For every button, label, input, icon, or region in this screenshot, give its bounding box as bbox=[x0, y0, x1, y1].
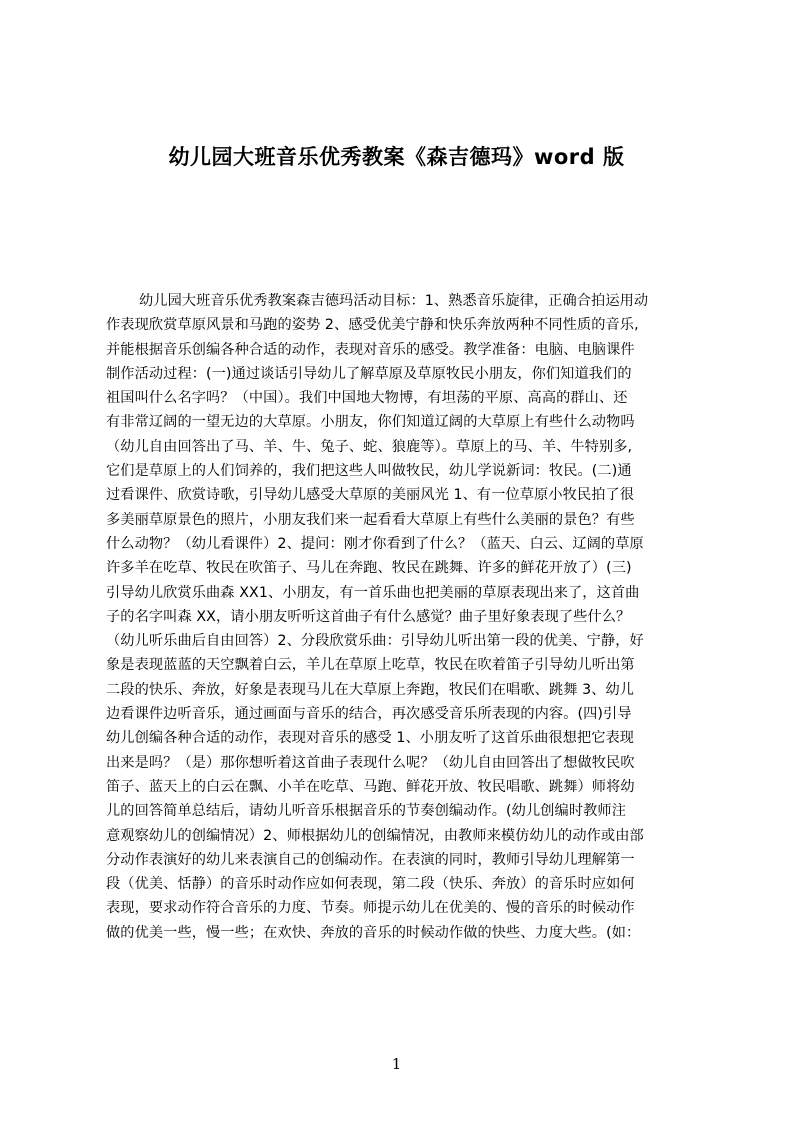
body-line: 过看课件、欣赏诗歌，引导幼儿感受大草原的美丽风光 1、有一位草原小牧民拍了很 bbox=[106, 487, 635, 504]
body-line: 幼儿园大班音乐优秀教案森吉德玛活动目标：1、熟悉音乐旋律，正确合拍运用动 bbox=[139, 293, 649, 309]
body-line: 象是表现蓝蓝的天空飘着白云，羊儿在草原上吃草，牧民在吹着笛子引导幼儿听出第 bbox=[106, 657, 635, 674]
body-line: 有非常辽阔的一望无边的大草原。小朋友，你们知道辽阔的大草原上有些什么动物吗 bbox=[106, 414, 635, 431]
body-line: 子的名字叫森 XX，请小朋友听听这首曲子有什么感觉？曲子里好象表现了些什么？ bbox=[106, 608, 631, 625]
body-line: （幼儿听乐曲后自由回答）2、分段欣赏乐曲：引导幼儿听出第一段的优美、宁静，好 bbox=[106, 633, 644, 650]
document-body bbox=[106, 289, 696, 945]
body-line: 边看课件边听音乐，通过画面与音乐的结合，再次感受音乐所表现的内容。(四)引导 bbox=[106, 706, 632, 723]
body-line: 表现，要求动作符合音乐的力度、节奏。师提示幼儿在优美的、慢的音乐的时候动作 bbox=[106, 900, 635, 917]
body-line: 儿的回答简单总结后，请幼儿听音乐根据音乐的节奏创编动作。(幼儿创编时教师注 bbox=[106, 803, 626, 820]
document-title: 幼儿园大班音乐优秀教案《森吉德玛》word 版 bbox=[168, 145, 625, 169]
body-line: 它们是草原上的人们饲养的，我们把这些人叫做牧民，幼儿学说新词：牧民。(二)通 bbox=[106, 463, 632, 480]
body-line: 做的优美一些，慢一些；在欢快、奔放的音乐的时候动作做的快些、力度大些。(如： bbox=[106, 924, 641, 941]
body-line: 什么动物？（幼儿看课件）2、提问：刚才你看到了什么？（蓝天、白云、辽阔的草原 bbox=[106, 535, 644, 552]
body-line: （幼儿自由回答出了马、羊、牛、兔子、蛇、狼鹿等）。草原上的马、羊、牛特别多, bbox=[106, 438, 633, 455]
body-line: 祖国叫什么名字吗？（中国）。我们中国地大物博，有坦荡的平原、高高的群山、还 bbox=[106, 390, 628, 407]
body-line: 二段的快乐、奔放，好象是表现马儿在大草原上奔跑，牧民们在唱歌、跳舞 3、幼儿 bbox=[106, 681, 635, 698]
body-line: 幼儿创编各种合适的动作，表现对音乐的感受 1、小朋友听了这首乐曲很想把它表现 bbox=[106, 730, 635, 747]
body-line: 意观察幼儿的创编情况）2、师根据幼儿的创编情况，由教师来模仿幼儿的动作或由部 bbox=[106, 827, 644, 844]
page-number: 1 bbox=[391, 1055, 402, 1073]
body-line: 分动作表演好的幼儿来表演自己的创编动作。在表演的同时，教师引导幼儿理解第一 bbox=[106, 851, 635, 868]
body-line: 制作活动过程：(一)通过谈话引导幼儿了解草原及草原牧民小朋友，你们知道我们的 bbox=[106, 365, 632, 382]
body-line: 许多羊在吃草、牧民在吹笛子、马儿在奔跑、牧民在跳舞、许多的鲜花开放了）(三) bbox=[106, 560, 632, 577]
body-line: 多美丽草原景色的照片，小朋友我们来一起看看大草原上有些什么美丽的景色？有些 bbox=[106, 511, 635, 528]
body-line: 段（优美、恬静）的音乐时动作应如何表现，第二段（快乐、奔放）的音乐时应如何 bbox=[106, 876, 635, 893]
body-line: 作表现欣赏草原风景和马跑的姿势 2、感受优美宁静和快乐奔放两种不同性质的音乐, bbox=[106, 317, 639, 334]
body-line: 并能根据音乐创编各种合适的动作，表现对音乐的感受。教学准备：电脑、电脑课件 bbox=[106, 341, 635, 358]
body-line: 出来是吗？（是）那你想听着这首曲子表现什么呢？（幼儿自由回答出了想做牧民吹 bbox=[106, 754, 635, 771]
body-line: 笛子、蓝天上的白云在飘、小羊在吃草、马跑、鲜花开放、牧民唱歌、跳舞）师将幼 bbox=[106, 778, 635, 795]
body-line: 引导幼儿欣赏乐曲森 XX1、小朋友，有一首乐曲也把美丽的草原表现出来了，这首曲 bbox=[106, 584, 640, 601]
